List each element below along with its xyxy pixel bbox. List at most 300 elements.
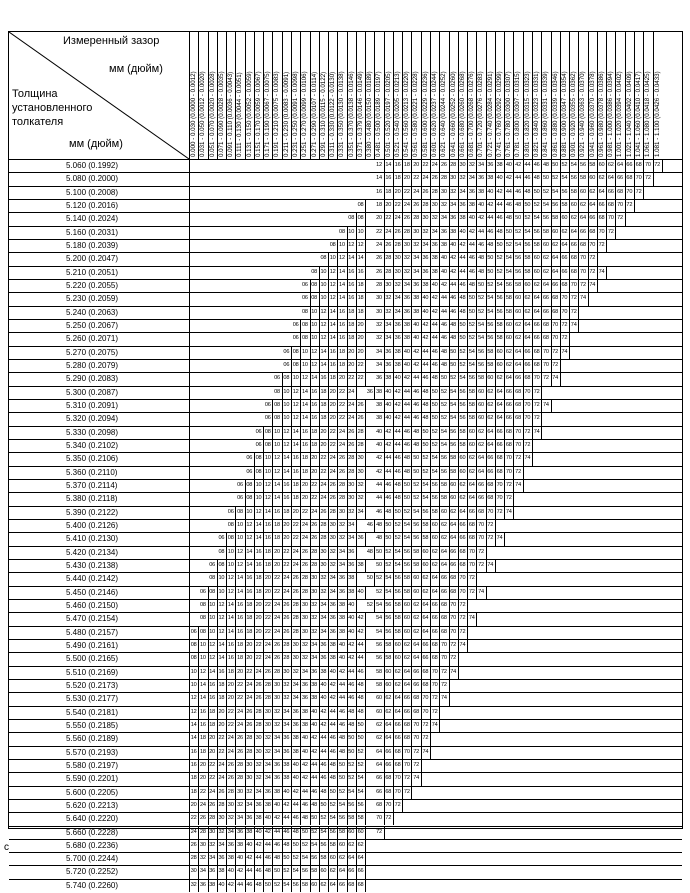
replacement-lifter-number: 36	[357, 535, 364, 542]
replacement-lifter-number: 46	[339, 708, 345, 715]
replacement-lifter-number: 30	[311, 588, 318, 595]
replacement-lifter-number: 38	[329, 655, 336, 662]
replacement-lifter-number: 50	[450, 348, 457, 355]
replacement-lifter-number: 36	[329, 628, 336, 635]
replacement-lifter-number: 32	[459, 175, 466, 182]
replacement-lifter-number: 46	[366, 521, 373, 528]
replacement-lifter-number: 60	[505, 335, 512, 342]
replacement-lifter-number: 66	[431, 601, 438, 608]
replacement-lifter-number: 30	[357, 468, 364, 475]
replacement-lifter-number: 14	[255, 521, 262, 528]
replacement-lifter-number: 70	[413, 721, 420, 728]
replacement-lifter-number: 42	[348, 641, 355, 648]
replacement-lifter-number: 40	[441, 255, 447, 262]
replacement-lifter-number: 50	[339, 761, 345, 768]
replacement-lifter-number: 38	[292, 748, 299, 755]
replacement-lifter-number: 48	[524, 188, 531, 195]
replacement-lifter-number: 34	[329, 575, 336, 582]
clearance-range-label: 0.821 - 0.840 (0.0323 - 0.0331)	[532, 71, 540, 157]
replacement-lifter-number: 66	[580, 228, 586, 235]
replacement-lifter-number: 70	[524, 401, 531, 408]
replacement-lifter-number: 24	[301, 521, 308, 528]
replacement-lifter-number: 12	[190, 695, 197, 702]
replacement-lifter-number: 18	[320, 388, 327, 395]
replacement-lifter-number: 58	[431, 508, 438, 515]
replacement-lifter-number: 22	[255, 641, 262, 648]
replacement-lifter-number: 64	[570, 228, 577, 235]
replacement-lifter-number: 28	[311, 561, 318, 568]
replacement-lifter-number: 42	[403, 375, 410, 382]
replacement-lifter-number: 56	[450, 441, 457, 448]
replacement-lifter-number: 46	[301, 801, 308, 808]
clearance-range-label: 0.601 - 0.620 (0.0237 - 0.0244)	[431, 71, 439, 157]
lifter-thickness-label: 5.560 (0.2189)	[66, 734, 119, 744]
replacement-lifter-number: 30	[357, 455, 364, 462]
clearance-column-header	[588, 32, 597, 159]
replacement-lifter-number: 52	[403, 508, 410, 515]
replacement-lifter-number: 36	[385, 348, 392, 355]
replacement-lifter-number: 36	[413, 281, 420, 288]
replacement-lifter-number: 48	[459, 295, 466, 302]
replacement-lifter-number: 48	[478, 255, 484, 262]
replacement-lifter-number: 24	[376, 241, 382, 248]
replacement-lifter-number: 28	[403, 228, 410, 235]
replacement-lifter-number: 40	[283, 788, 290, 795]
replacement-lifter-number: 64	[385, 721, 392, 728]
cell-divider	[578, 306, 579, 319]
replacement-lifter-number: 10	[357, 228, 364, 235]
replacement-lifter-number: 10	[209, 615, 216, 622]
replacement-lifter-number: 72	[654, 162, 661, 168]
replacement-lifter-number: 22	[376, 228, 382, 235]
replacement-lifter-number: 28	[422, 201, 429, 208]
replacement-lifter-number: 46	[431, 361, 438, 368]
replacement-lifter-number: 42	[292, 788, 299, 795]
replacement-lifter-number: 30	[413, 228, 420, 235]
lifter-thickness-label: 5.080 (0.2000)	[66, 174, 119, 184]
replacement-lifter-number: 74	[413, 775, 420, 782]
replacement-lifter-number: 48	[413, 441, 420, 448]
replacement-lifter-number: 30	[450, 175, 457, 182]
replacement-lifter-number: 16	[237, 628, 243, 635]
cell-divider	[597, 279, 598, 292]
replacement-lifter-number: 28	[450, 162, 457, 168]
replacement-lifter-number: 70	[561, 308, 568, 315]
figure-code: c	[4, 842, 9, 853]
clearance-range-label: 0.111 - 0.130 (0.0044 - 0.0051)	[236, 72, 244, 157]
replacement-lifter-number: 62	[468, 468, 475, 475]
replacement-lifter-number: 58	[394, 628, 401, 635]
replacement-lifter-number: 42	[357, 615, 364, 622]
lifter-thickness-label: 5.680 (0.2236)	[66, 840, 119, 850]
lifter-thickness-label: 5.480 (0.2157)	[66, 627, 119, 637]
replacement-lifter-number: 72	[561, 335, 568, 342]
cell-divider	[439, 719, 440, 732]
replacement-lifter-number: 38	[431, 255, 438, 262]
lifter-thickness-label: 5.460 (0.2150)	[66, 600, 119, 610]
lifter-thickness-label: 5.450 (0.2146)	[66, 587, 119, 597]
replacement-lifter-number: 44	[320, 735, 327, 742]
replacement-lifter-number: 56	[431, 495, 438, 502]
replacement-lifter-number: 14	[199, 681, 206, 688]
replacement-lifter-number: 18	[237, 641, 243, 648]
replacement-lifter-number: 64	[478, 455, 484, 462]
replacement-lifter-number: 30	[190, 868, 197, 875]
replacement-lifter-number: 60	[580, 188, 586, 195]
replacement-lifter-number: 18	[311, 441, 318, 448]
replacement-lifter-number: 70	[459, 588, 466, 595]
replacement-lifter-number: 48	[329, 775, 336, 782]
replacement-lifter-number: 62	[385, 708, 392, 715]
lifter-thickness-label: 5.590 (0.2201)	[66, 774, 119, 784]
replacement-lifter-number: 64	[403, 668, 410, 675]
replacement-lifter-number: 34	[348, 521, 355, 528]
replacement-lifter-number: 20	[237, 668, 243, 675]
replacement-lifter-number: 56	[385, 628, 392, 635]
replacement-lifter-number: 54	[394, 548, 401, 555]
replacement-lifter-number: 36	[320, 655, 327, 662]
replacement-lifter-number: 12	[292, 388, 299, 395]
replacement-lifter-number: 72	[533, 415, 540, 422]
replacement-lifter-number: 12	[357, 241, 364, 248]
lifter-thickness-label: 5.120 (0.2016)	[66, 200, 119, 210]
replacement-lifter-number: 74	[468, 615, 475, 622]
replacement-lifter-number: 16	[329, 348, 336, 355]
replacement-lifter-number: 58	[329, 841, 336, 848]
replacement-lifter-number: 62	[487, 388, 494, 395]
replacement-lifter-number: 10	[301, 361, 308, 368]
replacement-lifter-number: 58	[570, 188, 577, 195]
replacement-lifter-number: 70	[542, 361, 549, 368]
replacement-lifter-number: 52	[441, 415, 447, 422]
lifter-thickness-label: 5.580 (0.2197)	[66, 760, 119, 770]
replacement-lifter-number: 56	[441, 468, 447, 475]
lifter-thickness-label: 5.200 (0.2047)	[66, 254, 119, 264]
replacement-lifter-number: 50	[431, 415, 438, 422]
replacement-lifter-number: 46	[385, 481, 392, 488]
replacement-lifter-number: 08	[209, 575, 216, 582]
replacement-lifter-number: 50	[274, 868, 280, 875]
replacement-lifter-number: 20	[301, 495, 308, 502]
replacement-lifter-number: 44	[403, 401, 410, 408]
replacement-lifter-number: 62	[403, 655, 410, 662]
replacement-lifter-number: 40	[320, 695, 327, 702]
replacement-lifter-number: 66	[357, 868, 364, 875]
replacement-lifter-number: 18	[339, 361, 345, 368]
clearance-column-header	[217, 32, 226, 159]
replacement-lifter-number: 06	[283, 361, 290, 368]
replacement-lifter-number: 22	[264, 601, 271, 608]
replacement-lifter-number: 66	[524, 348, 531, 355]
replacement-lifter-number: 64	[376, 761, 382, 768]
clearance-column-header	[208, 32, 217, 159]
replacement-lifter-number: 34	[441, 215, 447, 222]
replacement-lifter-number: 18	[357, 308, 364, 315]
replacement-lifter-number: 24	[218, 775, 225, 782]
replacement-lifter-number: 72	[431, 695, 438, 702]
replacement-lifter-number: 30	[255, 748, 262, 755]
replacement-lifter-number: 52	[357, 748, 364, 755]
replacement-lifter-number: 16	[199, 708, 206, 715]
replacement-lifter-number: 48	[348, 708, 355, 715]
replacement-lifter-number: 12	[348, 241, 355, 248]
replacement-lifter-number: 54	[348, 788, 355, 795]
replacement-lifter-number: 40	[413, 321, 420, 328]
replacement-lifter-number: 66	[468, 508, 475, 515]
replacement-lifter-number: 28	[283, 655, 290, 662]
replacement-lifter-number: 40	[394, 375, 401, 382]
replacement-lifter-number: 40	[274, 801, 280, 808]
replacement-lifter-number: 56	[487, 335, 494, 342]
replacement-lifter-number: 62	[515, 321, 521, 328]
replacement-lifter-number: 34	[459, 188, 466, 195]
replacement-lifter-number: 64	[403, 681, 410, 688]
replacement-lifter-number: 68	[589, 228, 596, 235]
replacement-lifter-number: 14	[246, 561, 253, 568]
replacement-lifter-number: 16	[199, 721, 206, 728]
replacement-lifter-number: 22	[339, 415, 345, 422]
replacement-lifter-number: 56	[468, 375, 475, 382]
replacement-lifter-number: 10	[209, 628, 216, 635]
replacement-lifter-number: 34	[385, 321, 392, 328]
replacement-lifter-number: 32	[339, 521, 345, 528]
replacement-lifter-number: 20	[329, 415, 336, 422]
replacement-lifter-number: 26	[292, 588, 299, 595]
replacement-lifter-number: 72	[487, 535, 494, 542]
replacement-lifter-number: 70	[617, 201, 623, 208]
cell-divider	[365, 879, 366, 892]
replacement-lifter-number: 72	[524, 441, 531, 448]
replacement-lifter-number: 74	[552, 375, 559, 382]
lifter-thickness-label: 5.370 (0.2114)	[66, 480, 118, 490]
replacement-lifter-number: 40	[292, 775, 299, 782]
replacement-lifter-number: 48	[422, 415, 429, 422]
replacement-lifter-number: 44	[329, 708, 336, 715]
replacement-lifter-number: 14	[237, 588, 243, 595]
replacement-lifter-number: 40	[339, 655, 345, 662]
replacement-lifter-number: 58	[524, 268, 531, 275]
replacement-lifter-number: 74	[570, 321, 577, 328]
replacement-lifter-number: 52	[394, 521, 401, 528]
replacement-lifter-number: 72	[487, 521, 494, 528]
replacement-lifter-number: 72	[450, 641, 457, 648]
replacement-lifter-number: 16	[394, 162, 401, 168]
replacement-lifter-number: 60	[413, 588, 420, 595]
replacement-lifter-number: 68	[570, 255, 577, 262]
replacement-lifter-number: 66	[441, 588, 447, 595]
replacement-lifter-number: 72	[552, 361, 559, 368]
replacement-lifter-number: 48	[255, 881, 262, 888]
thickness-title-line2: установленного	[12, 102, 93, 114]
replacement-lifter-number: 54	[542, 201, 549, 208]
replacement-lifter-number: 40	[218, 881, 225, 888]
replacement-lifter-number: 58	[515, 281, 521, 288]
replacement-lifter-number	[365, 252, 374, 265]
replacement-lifter-number: 06	[209, 561, 216, 568]
replacement-lifter-number: 60	[468, 428, 475, 435]
replacement-lifter-number: 10	[255, 495, 262, 502]
replacement-lifter-number: 38	[227, 855, 234, 862]
lifter-thickness-label: 5.140 (0.2024)	[66, 214, 119, 224]
replacement-lifter-number: 06	[246, 455, 253, 462]
replacement-lifter-number: 48	[505, 215, 512, 222]
replacement-lifter-number: 64	[468, 495, 475, 502]
clearance-column-header	[300, 32, 309, 159]
replacement-lifter-number: 26	[339, 455, 345, 462]
replacement-lifter-number: 56	[459, 401, 466, 408]
replacement-lifter-number: 38	[413, 308, 420, 315]
lifter-thickness-label: 5.400 (0.2126)	[66, 520, 119, 530]
replacement-lifter-number	[365, 772, 374, 785]
replacement-lifter-number: 72	[589, 255, 596, 262]
replacement-lifter-number: 26	[274, 641, 280, 648]
clearance-range-label: 0.921 - 0.940 (0.0363 - 0.0370)	[579, 71, 587, 157]
replacement-lifter-number: 66	[570, 241, 577, 248]
replacement-lifter-number: 68	[422, 668, 429, 675]
replacement-lifter-number: 16	[283, 495, 290, 502]
clearance-column-header	[634, 32, 643, 159]
clearance-column-header	[476, 32, 485, 159]
replacement-lifter-number: 12	[292, 401, 299, 408]
replacement-lifter-number	[365, 346, 374, 359]
cell-divider	[467, 599, 468, 612]
replacement-lifter-number: 44	[403, 388, 410, 395]
replacement-lifter-number: 64	[413, 655, 420, 662]
replacement-lifter-number: 64	[496, 415, 503, 422]
replacement-lifter-number: 72	[468, 575, 475, 582]
replacement-lifter-number: 40	[505, 162, 512, 168]
replacement-lifter-number: 66	[487, 455, 494, 462]
replacement-lifter-number: 26	[199, 815, 206, 822]
replacement-lifter-number: 22	[422, 162, 429, 168]
replacement-lifter-number: 16	[320, 375, 327, 382]
replacement-lifter-number: 68	[441, 601, 447, 608]
replacement-lifter-number: 16	[209, 681, 216, 688]
replacement-lifter-number: 22	[292, 535, 299, 542]
replacement-lifter-number: 38	[385, 375, 392, 382]
replacement-lifter-number: 24	[394, 215, 401, 222]
replacement-lifter-number: 22	[292, 521, 299, 528]
cell-divider	[569, 346, 570, 359]
replacement-lifter-number: 38	[348, 575, 355, 582]
replacement-lifter-number: 22	[329, 441, 336, 448]
replacement-lifter-number: 58	[505, 295, 512, 302]
replacement-lifter-number: 16	[237, 601, 243, 608]
replacement-lifter-number: 48	[441, 361, 447, 368]
replacement-lifter-number: 44	[246, 868, 253, 875]
replacement-lifter-number: 64	[496, 388, 503, 395]
replacement-lifter-number	[365, 412, 374, 425]
clearance-column-header	[411, 32, 420, 159]
replacement-lifter-number: 54	[570, 162, 577, 168]
cell-divider	[458, 652, 459, 665]
replacement-lifter-number: 64	[348, 855, 355, 862]
clearance-column-header	[643, 32, 652, 159]
replacement-lifter-number: 56	[292, 881, 299, 888]
clearance-range-label: 0.561 - 0.580 (0.0221 - 0.0228)	[412, 71, 420, 157]
replacement-lifter-number: 52	[357, 761, 364, 768]
replacement-lifter-number: 30	[274, 695, 280, 702]
replacement-lifter-number: 18	[357, 281, 364, 288]
lifter-thickness-label: 5.510 (0.2169)	[66, 667, 119, 677]
replacement-lifter-number: 48	[403, 468, 410, 475]
replacement-lifter-number: 42	[237, 868, 243, 875]
replacement-lifter-number: 64	[394, 708, 401, 715]
replacement-lifter-number: 54	[329, 815, 336, 822]
replacement-lifter-number: 28	[329, 508, 336, 515]
replacement-lifter-number: 72	[533, 388, 540, 395]
cell-divider	[541, 386, 542, 399]
replacement-lifter-number: 30	[301, 628, 308, 635]
replacement-lifter-number: 12	[218, 628, 225, 635]
clearance-range-label: 0.641 - 0.660 (0.0252 - 0.0260)	[449, 71, 457, 157]
replacement-lifter-number: 12	[209, 641, 216, 648]
replacement-lifter-number: 16	[246, 588, 253, 595]
replacement-lifter-number: 64	[441, 561, 447, 568]
replacement-lifter-number: 14	[264, 508, 271, 515]
replacement-lifter-number: 68	[348, 881, 355, 888]
replacement-lifter-number: 44	[274, 828, 280, 835]
replacement-lifter-number: 12	[320, 335, 327, 342]
replacement-lifter-number: 46	[496, 215, 503, 222]
replacement-lifter-number: 60	[598, 162, 605, 168]
replacement-lifter-number: 48	[441, 348, 447, 355]
clearance-column-header	[328, 32, 337, 159]
replacement-lifter-number: 38	[274, 788, 280, 795]
replacement-lifter-number: 50	[478, 281, 484, 288]
replacement-lifter-number: 20	[385, 201, 392, 208]
replacement-lifter-number: 68	[431, 641, 438, 648]
replacement-lifter-number: 48	[450, 335, 457, 342]
replacement-lifter-number: 16	[339, 321, 345, 328]
replacement-lifter-number: 38	[311, 681, 318, 688]
replacement-lifter-number: 56	[580, 162, 586, 168]
replacement-lifter-number: 28	[292, 601, 299, 608]
clearance-range-label: 0.071 - 0.090 (0.0028 - 0.0035)	[217, 71, 225, 157]
clearance-column-header	[189, 32, 198, 159]
replacement-lifter-number: 54	[403, 535, 410, 542]
replacement-lifter-number: 30	[441, 188, 447, 195]
replacement-lifter-number: 70	[505, 455, 512, 462]
replacement-lifter-number: 20	[320, 428, 327, 435]
cell-divider	[560, 372, 561, 385]
lifter-thickness-label: 5.300 (0.2087)	[66, 387, 119, 397]
replacement-lifter-number: 32	[385, 308, 392, 315]
replacement-lifter-number: 24	[422, 175, 429, 182]
replacement-lifter-number: 32	[199, 855, 206, 862]
replacement-lifter-number: 46	[357, 668, 364, 675]
replacement-lifter-number: 72	[385, 815, 392, 822]
replacement-lifter-number: 72	[607, 228, 614, 235]
replacement-lifter-number: 16	[348, 281, 355, 288]
replacement-lifter-number: 48	[292, 828, 299, 835]
replacement-lifter-number: 54	[441, 428, 447, 435]
replacement-lifter-number: 66	[552, 281, 559, 288]
replacement-lifter-number: 46	[505, 201, 512, 208]
replacement-lifter-number: 64	[561, 241, 568, 248]
cell-divider	[588, 292, 589, 305]
replacement-lifter-number: 42	[385, 441, 392, 448]
clearance-range-label: 0.801 - 0.820 (0.0315 - 0.0323)	[523, 71, 531, 157]
replacement-lifter-number: 72	[394, 801, 401, 808]
replacement-lifter-number: 46	[385, 495, 392, 502]
replacement-lifter-number: 16	[339, 308, 345, 315]
replacement-lifter-number: 24	[348, 388, 355, 395]
replacement-lifter-number: 40	[292, 761, 299, 768]
replacement-lifter-number: 66	[561, 255, 568, 262]
replacement-lifter-number: 56	[376, 641, 382, 648]
replacement-lifter-number: 48	[533, 175, 540, 182]
